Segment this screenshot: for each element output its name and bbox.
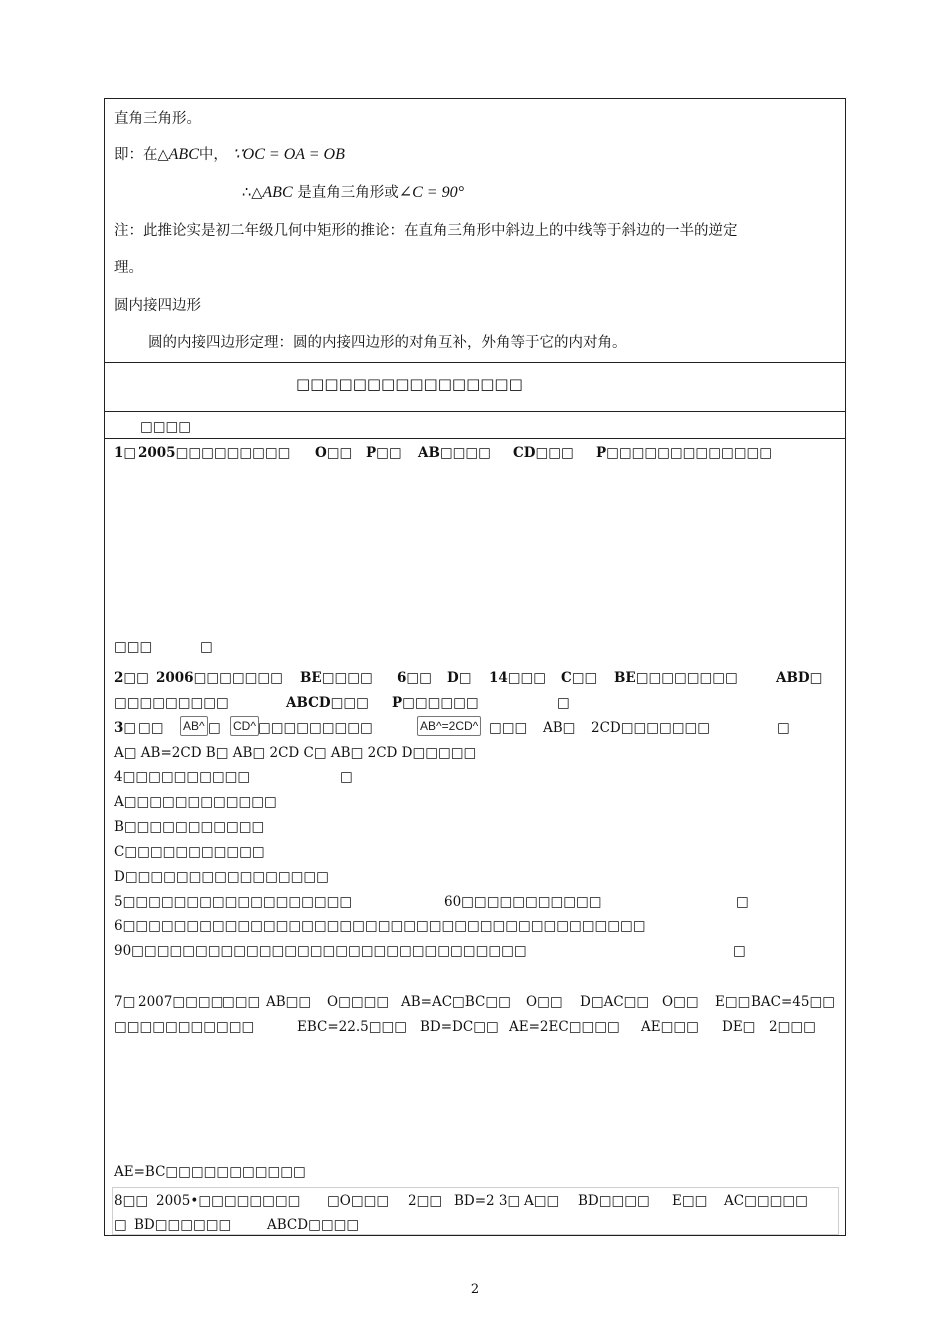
p4-stem-end: □: [340, 769, 353, 785]
section-title: □□□□□□□□□□□□□□□□: [296, 375, 523, 393]
text-line-3-prefix: ∴△: [242, 185, 263, 201]
p1-end-2: □: [200, 639, 213, 655]
p8-seg-12: ABCD□□□□: [267, 1217, 360, 1233]
p2-seg-6: 14□□□: [489, 670, 547, 686]
p2-seg-3: BE□□□□: [300, 670, 373, 686]
page-number: 2: [470, 1282, 480, 1297]
p4-option-a: A□□□□□□□□□□□□: [114, 794, 277, 810]
text-line-3-mid: 是直角三角形或: [297, 185, 399, 201]
p3-seg-2: □: [208, 720, 221, 736]
p8-seg-6: A□□: [524, 1193, 560, 1209]
p2-seg-1: 2□□: [114, 670, 149, 686]
page-frame: [104, 98, 846, 1236]
p3-seg-3: □□□□□□□□□: [258, 720, 373, 736]
p8-seg-5: BD=2 3□: [454, 1193, 521, 1209]
math-angle-c: ∠C = 90°: [398, 184, 464, 201]
divider-2: [104, 411, 846, 412]
p3-seg-5: AB□: [543, 720, 576, 736]
p8-seg-1: 8□□: [114, 1193, 149, 1209]
text-line-4: 注：此推论实是初二年级几何中矩形的推论：在直角三角形中斜边上的中线等于斜边的一半的逆定: [114, 223, 738, 239]
p2-seg-9: ABD□: [776, 670, 823, 686]
p8-seg-7: BD□□□□: [578, 1193, 650, 1209]
p6-line-1: 6□□□□□□□□□□□□□□□□□□□□□□□□□□□□□□□□□□□□□□□□□: [114, 918, 646, 934]
p1-seg-5: CD□□□: [513, 445, 574, 461]
text-line-6: 圆内接四边形: [114, 298, 201, 314]
p7-seg-7: O□□: [526, 994, 563, 1010]
text-line-3: [242, 184, 464, 202]
text-line-7: 圆的内接四边形定理：圆的内接四边形的对角互补，外角等于它的内对角。: [148, 335, 627, 351]
p4-stem: 4□□□□□□□□□□: [114, 769, 251, 785]
p1-seg-1: 2005□□□□□□□□□: [138, 445, 291, 461]
p3-tag-ab-arc: AB^: [180, 716, 208, 736]
p6-line-2-end: □: [733, 943, 746, 959]
p7-seg-4: AB□□: [266, 994, 312, 1010]
p1-seg-4: AB□□□□: [418, 445, 491, 461]
p1-seg-3: P□□: [366, 445, 402, 461]
p7-seg-15: AE=2EC□□□□: [509, 1019, 620, 1035]
p3-options: A□ AB=2CD B□ AB□ 2CD C□ AB□ 2CD D□□□□□: [114, 745, 477, 761]
math-abc-2: ABC: [262, 184, 293, 201]
p7-seg-3: □□□: [222, 994, 261, 1010]
p7-seg-16: AE□□□: [641, 1019, 699, 1035]
p8-seg-11: BD□□□□□□: [134, 1217, 232, 1233]
p8-seg-10: □: [114, 1217, 127, 1233]
section-subtitle: □□□□: [140, 419, 192, 435]
p8-seg-9: AC□□□□□: [724, 1193, 808, 1209]
p7-end: AE=BC□□□□□□□□□□□: [114, 1164, 306, 1180]
p5-seg-1: 5□□□□□□□□□□□□□□□□□□: [114, 894, 353, 910]
p2-seg-4: 6□□: [397, 670, 432, 686]
p6-line-2: 90□□□□□□□□□□□□□□□□□□□□□□□□□□□□□□□: [114, 943, 527, 959]
text-line-2: [114, 146, 345, 164]
math-abc: ABC: [168, 146, 199, 163]
p2-seg-8: BE□□□□□□□□: [614, 670, 738, 686]
text-line-2-mid: 中，: [198, 147, 228, 163]
p5-seg-2: 60□□□□□□□□□□□: [444, 894, 602, 910]
p3-tag-cd-arc: CD^: [230, 716, 259, 736]
p3-tag-eq: AB^=2CD^: [417, 716, 481, 736]
text-line-1: 直角三角形。: [114, 111, 201, 127]
p7-seg-12: □□□□□□□□□□□: [114, 1019, 255, 1035]
p3-seg-7: □: [777, 720, 790, 736]
p2-seg-7: C□□: [561, 670, 598, 686]
p7-seg-18: 2□□□: [769, 1019, 816, 1035]
divider-1: [104, 362, 846, 363]
p8-seg-4: 2□□: [408, 1193, 443, 1209]
p2-seg-2: 2006□□□□□□□: [156, 670, 283, 686]
p7-seg-5: O□□□□: [327, 994, 390, 1010]
p7-seg-8: D□AC□□: [580, 994, 650, 1010]
p3-seg-1: □□: [138, 720, 164, 736]
p5-seg-3: □: [736, 894, 749, 910]
p7-seg-17: DE□: [722, 1019, 756, 1035]
p2-seg-12: P□□□□□□: [392, 695, 479, 711]
p7-seg-2: 2007□□□□: [138, 994, 224, 1010]
p2-seg-11: ABCD□□□: [286, 695, 369, 711]
p3-seg-4: □□□: [489, 720, 528, 736]
p1-num: 1□: [114, 445, 137, 461]
p7-seg-10: E□□: [715, 994, 751, 1010]
p4-option-c: C□□□□□□□□□□□: [114, 844, 265, 860]
text-line-2-prefix: 即：在△: [114, 147, 169, 163]
p7-seg-13: EBC=22.5□□□: [297, 1019, 407, 1035]
p8-seg-8: E□□: [672, 1193, 708, 1209]
p8-seg-2: 2005•□□□□□□□□: [156, 1193, 301, 1209]
p2-seg-5: D□: [447, 670, 472, 686]
text-line-5: 理。: [114, 260, 143, 276]
p3-num: 3□: [114, 720, 137, 736]
p3-seg-6: 2CD□□□□□□□: [591, 720, 711, 736]
math-oc-oa-ob: ∵OC = OA = OB: [232, 146, 345, 163]
p4-option-d: D□□□□□□□□□□□□□□□□: [114, 869, 329, 885]
p7-seg-1: 7□: [114, 994, 136, 1010]
p2-seg-10: □□□□□□□□□: [114, 695, 229, 711]
p1-end-1: □□□: [114, 639, 153, 655]
p1-seg-2: O□□: [315, 445, 353, 461]
p1-seg-6: P□□□□□□□□□□□□□: [596, 445, 772, 461]
p8-seg-3: □O□□□: [327, 1193, 390, 1209]
p4-option-b: B□□□□□□□□□□□: [114, 819, 265, 835]
p7-seg-14: BD=DC□□: [420, 1019, 499, 1035]
divider-3: [104, 438, 846, 439]
p7-seg-11: BAC=45□□: [751, 994, 835, 1010]
p2-seg-13: □: [557, 695, 570, 711]
p7-seg-6: AB=AC□BC□□: [401, 994, 511, 1010]
p7-seg-9: O□□: [662, 994, 699, 1010]
